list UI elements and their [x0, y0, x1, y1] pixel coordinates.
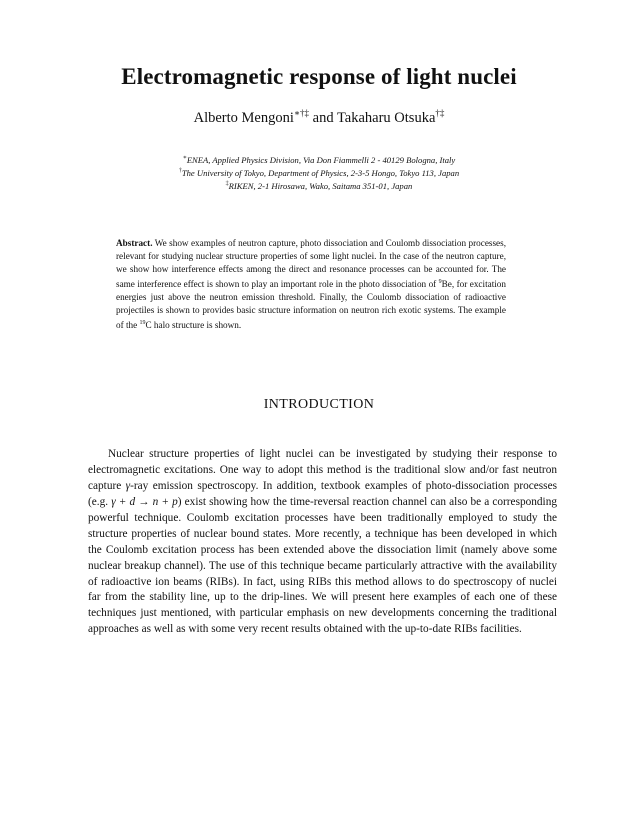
affiliation-mark: ‡	[225, 181, 229, 187]
affiliation-text: ENEA, Applied Physics Division, Via Don Fiammelli 2 - 40129 Bologna, Italy	[186, 154, 456, 165]
paragraph-text: ) exist showing how the time-reversal reaction channel can also be a corresponding powerful technique. Coulomb excitation processes have been traditionally employed to study the structure properties of nuclear bound states. More recently, a technique has been developed in which the Coulomb excitation process has been extended above the dissociation limit (namely above some nuclear breakup channel). The use of this technique became particularly attractive with the availability of radioactive ion beams (RIBs). In fact, using RIBs this method allows to do spectroscopy of nuclei far from the stability line, up to the drip-lines. We will present here examples of each one of these techniques just mentioned, with particular emphasis on new developments concerning the traditional approaches as well as with some very recent results obtained with the up-to-date RIBs facilities.	[88, 495, 557, 636]
paper-title: Electromagnetic response of light nuclei	[121, 64, 517, 89]
author-list	[0, 108, 638, 127]
introduction-paragraph	[88, 447, 557, 638]
affiliation-line	[0, 178, 638, 193]
author-name: Alberto Mengoni	[193, 109, 294, 126]
mass-number: 9	[438, 278, 442, 285]
affiliation-text: RIKEN, 2-1 Hirosawa, Wako, Saitama 351-01, Japan	[228, 180, 413, 191]
author-affiliation-marks: ∗†‡	[293, 108, 310, 118]
abstract-text: We show examples of neutron capture, photo dissociation and Coulomb dissociation processes, relevant for studying nuclear structure properties of some light nuclei. In the case of the neutron capture, we show how interference effects among the direct and resonance processes can be accounted for. The same interference effect is shown to play an important role in the photo dissociation of	[116, 238, 506, 289]
reaction-equation: γ + d → n + p	[111, 495, 178, 508]
section-heading: INTRODUCTION	[263, 397, 375, 412]
abstract-label: Abstract.	[116, 238, 153, 248]
abstract	[116, 237, 506, 331]
author-conjunction: and	[312, 109, 334, 126]
affiliation-mark: ∗	[182, 155, 187, 161]
paragraph-text: Nuclear structure properties of light nuclei can be investigated by studying their response to electromagnetic excitations. One way to adopt this method is the traditional slow and/or fast neutron capture	[88, 448, 557, 492]
paragraph-text: -ray emission spectroscopy. In addition, textbook examples of photo-dissociation processes (e.g.	[88, 479, 557, 508]
author-name: Takaharu Otsuka	[336, 109, 436, 126]
affiliation-text: The University of Tokyo, Department of Physics, 2-3-5 Hongo, Tokyo 113, Japan	[181, 167, 460, 178]
abstract-text: Be, for excitation energies just above the neutron emission threshold. Finally, the Coulomb dissociation of radioactive projectiles is shown to provides basic structure information on neutron rich exotic systems. The example of the	[116, 278, 506, 330]
math-symbol: γ	[125, 479, 131, 492]
mass-number: 19	[139, 319, 146, 326]
affiliation-mark: †	[178, 168, 182, 174]
author-affiliation-marks: †‡	[435, 108, 445, 118]
abstract-text: C halo structure is shown.	[145, 319, 242, 330]
